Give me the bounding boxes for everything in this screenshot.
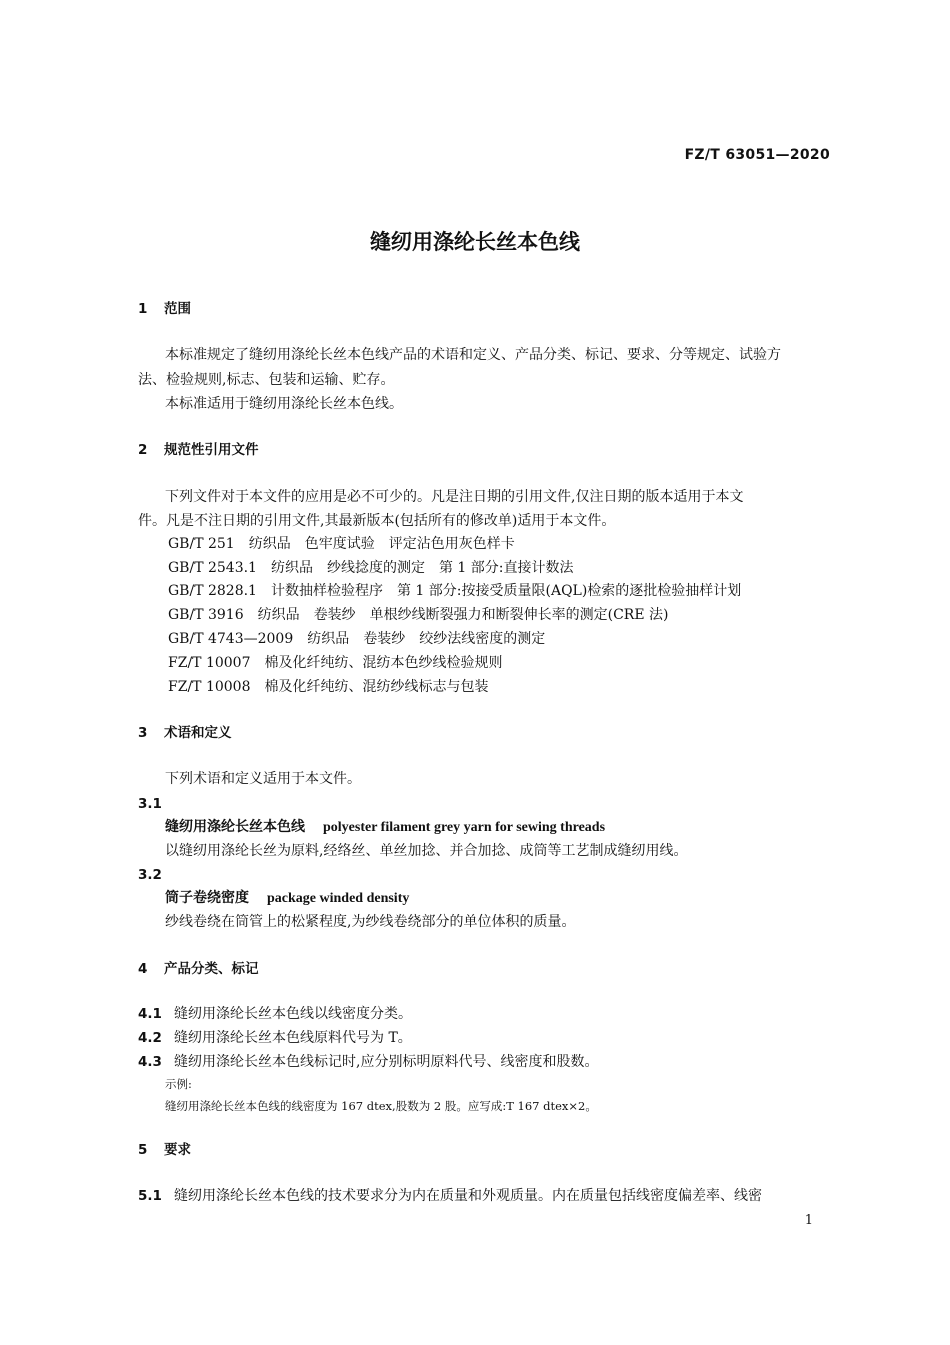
term-definition: 以缝纫用涤纶长丝为原料,经络丝、单丝加捻、并合加捻、成筒等工艺制成缝纫用线。	[165, 843, 688, 859]
clause-4-2: 4.2 缝纫用涤纶长丝本色线原料代号为 T。	[138, 1030, 412, 1046]
term-number: 3.1	[138, 796, 162, 812]
reference-item: GB/T 2828.1 计数抽样检验程序 第 1 部分:按接受质量限(AQL)检索的逐批检验抽样计划	[168, 583, 742, 599]
reference-item: GB/T 4743—2009 纺织品 卷装纱 绞纱法线密度的测定	[168, 631, 546, 647]
section-1-scope-paragraph: 本标准适用于缝纫用涤纶长丝本色线。	[165, 396, 403, 412]
example-label: 示例:	[165, 1077, 192, 1091]
document-title: 缝纫用涤纶长丝本色线	[370, 230, 580, 254]
page-number: 1	[804, 1213, 813, 1228]
clause-5-1: 5.1 缝纫用涤纶长丝本色线的技术要求分为内在质量和外观质量。内在质量包括线密度偏差率、线密	[138, 1188, 762, 1204]
section-2-heading: 2 规范性引用文件	[138, 442, 259, 458]
section-4-heading: 4 产品分类、标记	[138, 961, 259, 977]
reference-item: FZ/T 10008 棉及化纤纯纺、混纺纱线标志与包装	[168, 679, 489, 695]
standard-number: FZ/T 63051—2020	[684, 147, 830, 163]
example-text: 缝纫用涤纶长丝本色线的线密度为 167 dtex,股数为 2 股。应写成:T 167 dtex×2。	[165, 1099, 597, 1113]
section-3-heading: 3 术语和定义	[138, 725, 232, 741]
section-3-intro: 下列术语和定义适用于本文件。	[165, 771, 361, 787]
section-5-heading: 5 要求	[138, 1142, 191, 1158]
section-2-paragraph: 下列文件对于本文件的应用是必不可少的。凡是注日期的引用文件,仅注日期的版本适用于本文	[165, 489, 744, 505]
reference-item: GB/T 251 纺织品 色牢度试验 评定沾色用灰色样卡	[168, 536, 515, 552]
term-heading: 缝纫用涤纶长丝本色线 polyester filament grey yarn for sewing threads	[165, 819, 606, 835]
reference-item: GB/T 2543.1 纺织品 纱线捻度的测定 第 1 部分:直接计数法	[168, 560, 574, 576]
clause-4-3: 4.3 缝纫用涤纶长丝本色线标记时,应分别标明原料代号、线密度和股数。	[138, 1054, 599, 1070]
clause-4-1: 4.1 缝纫用涤纶长丝本色线以线密度分类。	[138, 1006, 412, 1022]
term-definition: 纱线卷绕在筒管上的松紧程度,为纱线卷绕部分的单位体积的质量。	[165, 914, 576, 930]
reference-item: FZ/T 10007 棉及化纤纯纺、混纺本色纱线检验规则	[168, 655, 503, 671]
reference-item: GB/T 3916 纺织品 卷装纱 单根纱线断裂强力和断裂伸长率的测定(CRE 法)	[168, 607, 669, 623]
section-1-paragraph: 本标准规定了缝纫用涤纶长丝本色线产品的术语和定义、产品分类、标记、要求、分等规定、试验方	[165, 347, 781, 363]
term-number: 3.2	[138, 867, 162, 883]
section-2-paragraph-continued: 件。凡是不注日期的引用文件,其最新版本(包括所有的修改单)适用于本文件。	[138, 513, 616, 529]
term-heading: 筒子卷绕密度 package winded density	[165, 890, 410, 906]
section-1-heading: 1 范围	[138, 301, 191, 317]
section-1-paragraph-continued: 法、检验规则,标志、包装和运输、贮存。	[138, 372, 395, 388]
